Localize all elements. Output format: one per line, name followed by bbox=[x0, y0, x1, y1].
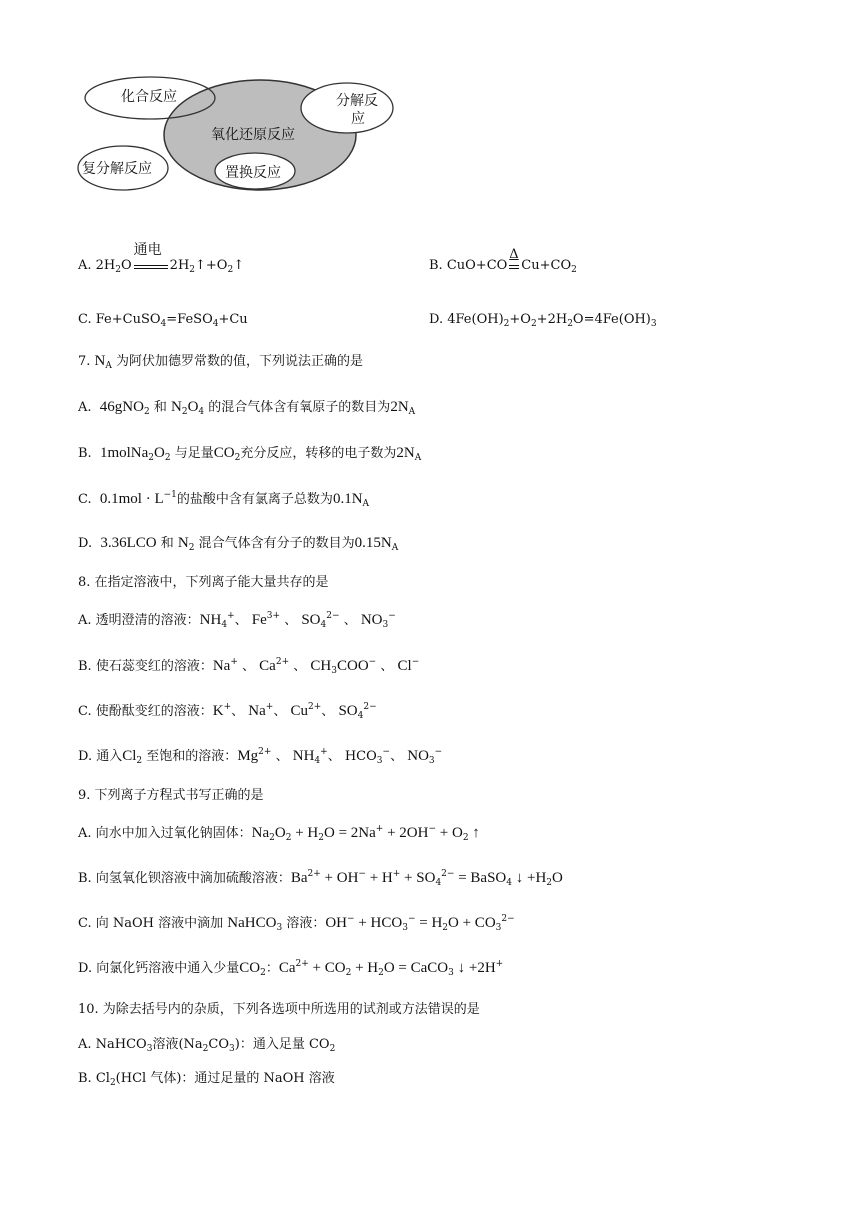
q6-option-a: A. $2H_2O$ 通电 $2H_2↑+O_2↑$ bbox=[78, 258, 244, 273]
redox-label: 氧化还原反应 bbox=[211, 127, 295, 143]
reaction-type-diagram bbox=[75, 72, 415, 207]
q8-option-d: D. 通入$Cl_2$ 至饱和的溶液：$Mg^{2+}$ 、 $NH_4^+$、 $HCO_3^-$、 $NO_3^-$ bbox=[78, 747, 443, 766]
q9-option-a: A. 向水中加入过氧化钠固体：$Na_2O_2 + H_2O = 2Na^+ + 2OH^- + O_2$ ↑ bbox=[78, 824, 480, 843]
q7-stem: 7. $N_A$ 为阿伏加德罗常数的值，下列说法正确的是 bbox=[78, 353, 364, 371]
electrolysis-arrow bbox=[133, 242, 168, 269]
q9-option-d: D. 向氯化钙溶液中通入少量$CO_2$：$Ca^{2+} + CO_2 + H_2O$ = CaCO$_3$ ↓ +2H+ bbox=[78, 959, 504, 978]
double-decomposition-label: 复分解反应 bbox=[82, 161, 152, 177]
q7-option-a: A. 46gNO$_2$ 和 $N_2O_4$ 的混合气体含有氧原子的数目为$2N_A$ bbox=[78, 399, 416, 417]
condition-electrolysis: 通电 bbox=[133, 242, 162, 258]
combination-label: 化合反应 bbox=[121, 89, 177, 105]
decomposition-label-1: 分解反 bbox=[336, 93, 378, 109]
q7-option-d: D. 3.36LCO 和 $N_2$ 混合气体含有分子的数目为$0.15N_A$ bbox=[78, 535, 399, 553]
q9-stem: 9. 下列离子方程式书写正确的是 bbox=[78, 788, 264, 803]
q8-option-a: A. 透明澄清的溶液：$NH_4^+$、 $Fe^{3+}$ 、 $SO_4^{2-}$ 、 $NO_3^-$ bbox=[78, 611, 396, 630]
q10-option-a: A. NaHCO$_3$溶液$(Na_2CO_3)$：通入足量 $CO_2$ bbox=[78, 1037, 336, 1054]
q8-option-c: C. 使酚酞变红的溶液：K+、 Na+、 $Cu^{2+}$、 $SO_4^{2-}$ bbox=[78, 702, 377, 721]
q8-stem: 8. 在指定溶液中，下列离子能大量共存的是 bbox=[78, 575, 329, 590]
q6-option-d: D. $4Fe(OH)_2+O_2+2H_2O=4Fe(OH)_3$ bbox=[429, 312, 657, 329]
heating-sign bbox=[509, 247, 519, 269]
q10-option-b: B. $Cl_2(HCl$ 气体)：通过足量的 NaOH 溶液 bbox=[78, 1071, 335, 1088]
q8-option-b: B. 使石蕊变红的溶液：Na+ 、 $Ca^{2+}$ 、 $CH_3COO^-$ 、 Cl− bbox=[78, 657, 420, 676]
displacement-label: 置换反应 bbox=[225, 165, 281, 181]
decomposition-label-2: 应 bbox=[351, 111, 365, 127]
q7-option-b: B. $1molNa_2O_2$ 与足量$CO_2$充分反应，转移的电子数为$2N_A$ bbox=[78, 445, 422, 463]
q6-option-b: B. CuO+CO Δ $Cu+CO_2$ bbox=[429, 247, 577, 275]
q7-option-c: C. $0.1mol \cdot L^{-1}$的盐酸中含有氯离子总数为$0.1N_A$ bbox=[78, 490, 370, 509]
q6-option-c: C. Fe+CuSO$_4$=FeSO$_4$+Cu bbox=[78, 312, 248, 329]
q10-stem: 10. 为除去括号内的杂质，下列各选项中所选用的试剂或方法错误的是 bbox=[78, 1002, 480, 1017]
condition-heat: Δ bbox=[509, 247, 519, 262]
q9-option-c: C. 向 NaOH 溶液中滴加 NaHCO$_3$ 溶液：$OH^- + HCO_3^- = H_2O + CO_3^{2-}$ bbox=[78, 914, 515, 933]
q9-option-b: B. 向氢氧化钡溶液中滴加硫酸溶液：$Ba^{2+} + OH^- + H^+ + SO_4^{2-}$ = BaSO$_4$ ↓ $+H_2O$ bbox=[78, 869, 563, 888]
